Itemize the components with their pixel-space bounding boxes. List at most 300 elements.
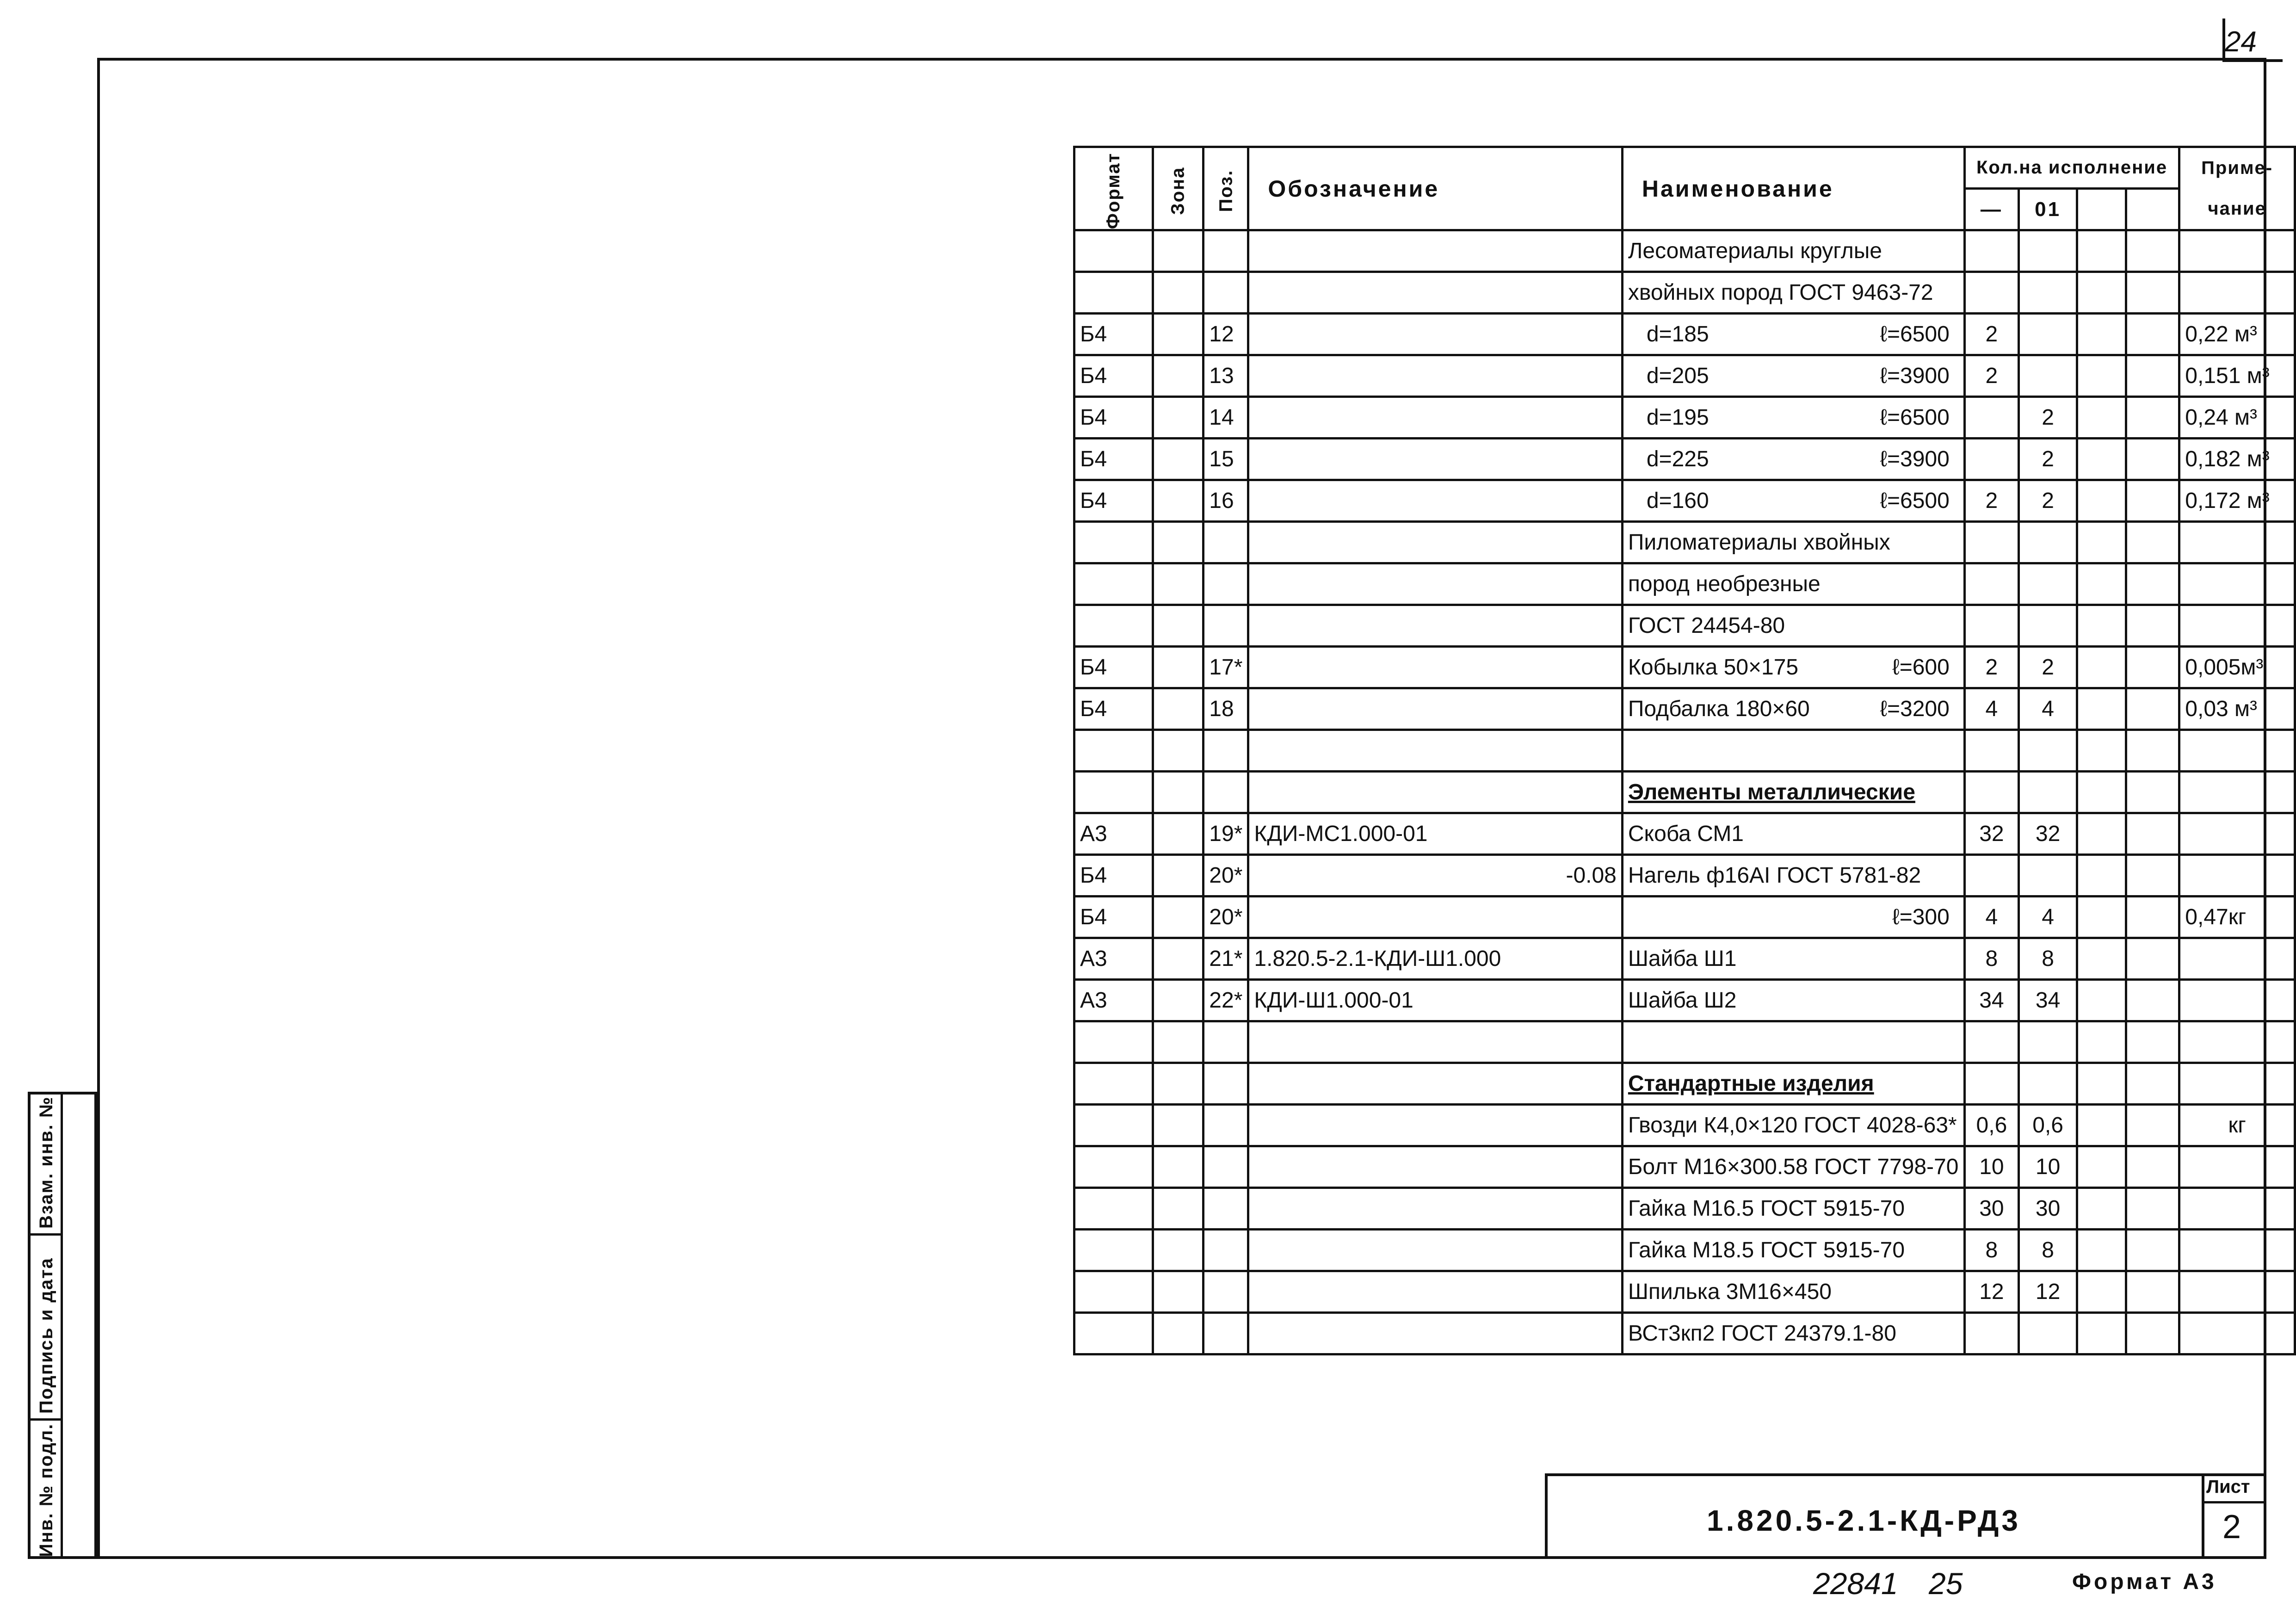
header-quantity: Кол.на исполнение <box>1964 147 2179 189</box>
cell-name <box>1622 272 1964 314</box>
cell-note <box>2179 855 2295 897</box>
cell-qty-01: 8 <box>2019 1230 2077 1271</box>
spec-row <box>1074 897 2295 938</box>
cell-note <box>2179 522 2295 563</box>
strip-divider <box>61 1095 63 1556</box>
cell-name <box>1622 980 1964 1021</box>
cell-position: 22* <box>1204 980 1248 1021</box>
cell-position <box>1204 1146 1248 1188</box>
cell-zone <box>1153 1188 1204 1230</box>
cell-qty-empty <box>2077 272 2126 314</box>
cell-qty-01 <box>2019 772 2077 813</box>
sheet-number: 2 <box>2222 1509 2241 1546</box>
cell-note <box>2179 1146 2295 1188</box>
cell-name-text: Скоба СМ1 <box>1628 822 1744 846</box>
cell-qty-empty <box>2126 1021 2179 1063</box>
cell-position <box>1204 1271 1248 1313</box>
spec-row <box>1074 522 2295 563</box>
cell-name-text: d=185 <box>1646 322 1709 346</box>
cell-note: 0,172 м³ <box>2179 480 2295 522</box>
spec-row <box>1074 1063 2295 1105</box>
cell-format <box>1074 1063 1153 1105</box>
cell-qty-base <box>1964 563 2018 605</box>
spec-row <box>1074 1021 2295 1063</box>
cell-name-length: ℓ=6500 <box>1880 322 1950 346</box>
spec-row <box>1074 605 2295 647</box>
spec-row <box>1074 688 2295 730</box>
cell-designation <box>1248 1313 1623 1354</box>
cell-zone <box>1153 980 1204 1021</box>
cell-qty-empty <box>2077 480 2126 522</box>
cell-qty-base: 2 <box>1964 314 2018 355</box>
cell-name-text: Шпилька 3М16×450 <box>1628 1280 1832 1304</box>
cell-name <box>1622 855 1964 897</box>
cell-qty-01: 0,6 <box>2019 1105 2077 1146</box>
cell-format <box>1074 605 1153 647</box>
cell-note <box>2179 1188 2295 1230</box>
cell-designation <box>1248 314 1623 355</box>
cell-designation <box>1248 272 1623 314</box>
cell-qty-empty <box>2077 855 2126 897</box>
cell-qty-01: 34 <box>2019 980 2077 1021</box>
cell-qty-empty <box>2126 439 2179 480</box>
cell-qty-empty <box>2126 730 2179 772</box>
cell-name <box>1622 1313 1964 1354</box>
cell-designation <box>1248 605 1623 647</box>
cell-format: Б4 <box>1074 688 1153 730</box>
cell-position <box>1204 563 1248 605</box>
cell-zone <box>1153 1105 1204 1146</box>
cell-name <box>1622 1188 1964 1230</box>
cell-zone <box>1153 855 1204 897</box>
cell-qty-01: 2 <box>2019 480 2077 522</box>
cell-name <box>1622 355 1964 397</box>
cell-zone <box>1153 1021 1204 1063</box>
cell-qty-empty <box>2126 563 2179 605</box>
cell-position <box>1204 230 1248 272</box>
cell-zone <box>1153 1271 1204 1313</box>
header-qty-col <box>2077 189 2126 230</box>
cell-name <box>1622 1271 1964 1313</box>
cell-position: 13 <box>1204 355 1248 397</box>
left-stamp-strip <box>28 1092 97 1559</box>
cell-position <box>1204 1313 1248 1354</box>
cell-position: 16 <box>1204 480 1248 522</box>
cell-qty-base: 32 <box>1964 813 2018 855</box>
cell-name-text: Кобылка 50×175 <box>1628 655 1799 680</box>
cell-qty-empty <box>2126 855 2179 897</box>
cell-note: 0,182 м³ <box>2179 439 2295 480</box>
cell-format: Б4 <box>1074 355 1153 397</box>
cell-qty-empty <box>2077 1313 2126 1354</box>
spec-row <box>1074 272 2295 314</box>
cell-qty-empty <box>2126 605 2179 647</box>
cell-position: 12 <box>1204 314 1248 355</box>
cell-qty-01: 30 <box>2019 1188 2077 1230</box>
cell-qty-empty <box>2077 563 2126 605</box>
cell-qty-01 <box>2019 563 2077 605</box>
cell-name-text: хвойных пород ГОСТ 9463-72 <box>1628 280 1933 305</box>
cell-qty-empty <box>2077 772 2126 813</box>
cell-qty-01: 4 <box>2019 897 2077 938</box>
cell-qty-empty <box>2126 1105 2179 1146</box>
cell-qty-base: 2 <box>1964 647 2018 688</box>
cell-name-text: Шайба Ш1 <box>1628 946 1737 971</box>
cell-name-text: ВСт3кп2 ГОСТ 24379.1-80 <box>1628 1321 1896 1346</box>
cell-format <box>1074 1230 1153 1271</box>
cell-qty-base <box>1964 1313 2018 1354</box>
cell-designation <box>1248 355 1623 397</box>
page-number: 25 <box>1929 1566 1963 1601</box>
cell-format <box>1074 1271 1153 1313</box>
cell-designation: -0.08 <box>1248 855 1623 897</box>
cell-name <box>1622 813 1964 855</box>
cell-designation: КДИ-Ш1.000-01 <box>1248 980 1623 1021</box>
cell-designation <box>1248 230 1623 272</box>
cell-position: 17* <box>1204 647 1248 688</box>
cell-qty-empty <box>2077 314 2126 355</box>
cell-name-text: Гайка М18.5 ГОСТ 5915-70 <box>1628 1238 1905 1262</box>
cell-name-text: Элементы металлические <box>1628 780 1915 804</box>
cell-qty-empty <box>2126 522 2179 563</box>
cell-zone <box>1153 230 1204 272</box>
cell-note <box>2179 980 2295 1021</box>
cell-qty-empty <box>2077 1063 2126 1105</box>
cell-qty-empty <box>2126 897 2179 938</box>
cell-qty-base <box>1964 439 2018 480</box>
cell-zone <box>1153 563 1204 605</box>
cell-format <box>1074 1146 1153 1188</box>
spec-row <box>1074 397 2295 439</box>
cell-name-text: Стандартные изделия <box>1628 1071 1874 1096</box>
cell-designation <box>1248 1271 1623 1313</box>
cell-qty-empty <box>2077 439 2126 480</box>
cell-name-text: Подбалка 180×60 <box>1628 697 1810 721</box>
cell-qty-empty <box>2126 355 2179 397</box>
cell-name-text: Пиломатериалы хвойных <box>1628 530 1890 555</box>
cell-qty-empty <box>2077 1146 2126 1188</box>
cell-qty-01 <box>2019 314 2077 355</box>
spec-row <box>1074 230 2295 272</box>
cell-designation <box>1248 1230 1623 1271</box>
cell-note: кг <box>2179 1105 2295 1146</box>
header-qty-col <box>2126 189 2179 230</box>
spec-row <box>1074 1230 2295 1271</box>
cell-note <box>2179 730 2295 772</box>
cell-name <box>1622 1021 1964 1063</box>
spec-row <box>1074 563 2295 605</box>
cell-zone <box>1153 897 1204 938</box>
cell-qty-01 <box>2019 605 2077 647</box>
cell-qty-01 <box>2019 855 2077 897</box>
cell-name-text: ГОСТ 24454-80 <box>1628 613 1785 638</box>
cell-zone <box>1153 397 1204 439</box>
cell-designation <box>1248 647 1623 688</box>
cell-qty-empty <box>2077 688 2126 730</box>
spec-row <box>1074 480 2295 522</box>
cell-qty-empty <box>2077 938 2126 980</box>
cell-qty-empty <box>2126 1313 2179 1354</box>
cell-qty-01 <box>2019 355 2077 397</box>
cell-note: 0,47кг <box>2179 897 2295 938</box>
cell-qty-empty <box>2077 1105 2126 1146</box>
cell-qty-base: 4 <box>1964 688 2018 730</box>
cell-name <box>1622 397 1964 439</box>
cell-qty-empty <box>2077 605 2126 647</box>
cell-designation <box>1248 1063 1623 1105</box>
cell-name-text: Болт М16×300.58 ГОСТ 7798-70 <box>1628 1155 1959 1179</box>
cell-qty-base <box>1964 1021 2018 1063</box>
cell-qty-empty <box>2126 397 2179 439</box>
cell-note <box>2179 230 2295 272</box>
cell-name-length: ℓ=3900 <box>1880 447 1950 471</box>
cell-zone <box>1153 605 1204 647</box>
sheet-label: Лист <box>2206 1477 2250 1497</box>
cell-name <box>1622 480 1964 522</box>
cell-name <box>1622 772 1964 813</box>
cell-qty-empty <box>2126 272 2179 314</box>
cell-note: 0,005м³ <box>2179 647 2295 688</box>
cell-qty-01: 4 <box>2019 688 2077 730</box>
cell-name-length: ℓ=600 <box>1892 655 1950 680</box>
cell-designation: КДИ-МС1.000-01 <box>1248 813 1623 855</box>
cell-name <box>1622 1105 1964 1146</box>
cell-format <box>1074 772 1153 813</box>
cell-format <box>1074 730 1153 772</box>
cell-qty-empty <box>2077 1188 2126 1230</box>
header-designation: Обозначение <box>1248 147 1623 230</box>
cell-note <box>2179 772 2295 813</box>
cell-position <box>1204 1021 1248 1063</box>
cell-qty-base <box>1964 605 2018 647</box>
cell-position <box>1204 272 1248 314</box>
cell-note <box>2179 813 2295 855</box>
header-note-1: Приме- <box>2179 147 2295 189</box>
cell-qty-base: 10 <box>1964 1146 2018 1188</box>
cell-designation <box>1248 1146 1623 1188</box>
cell-zone <box>1153 1230 1204 1271</box>
cell-position <box>1204 605 1248 647</box>
cell-position: 15 <box>1204 439 1248 480</box>
cell-format: Б4 <box>1074 480 1153 522</box>
spec-row <box>1074 355 2295 397</box>
cell-format: Б4 <box>1074 897 1153 938</box>
cell-zone <box>1153 938 1204 980</box>
cell-qty-base <box>1964 272 2018 314</box>
strip-label-replaced-inv: Взам. инв. № <box>36 1096 56 1229</box>
archive-number: 22841 <box>1813 1566 1898 1601</box>
strip-row-divider <box>31 1233 63 1236</box>
header-note-2: чание <box>2179 189 2295 230</box>
cell-designation <box>1248 522 1623 563</box>
cell-note <box>2179 1021 2295 1063</box>
cell-qty-empty <box>2126 1271 2179 1313</box>
cell-qty-01: 2 <box>2019 439 2077 480</box>
cell-position <box>1204 772 1248 813</box>
header-qty-col: — <box>1964 189 2018 230</box>
cell-qty-01: 2 <box>2019 397 2077 439</box>
cell-qty-empty <box>2126 1188 2179 1230</box>
strip-label-signature-date: Подпись и дата <box>36 1257 56 1414</box>
cell-name-length: ℓ=300 <box>1892 905 1950 929</box>
cell-format: Б4 <box>1074 397 1153 439</box>
cell-qty-base <box>1964 1063 2018 1105</box>
cell-name-text: d=160 <box>1646 489 1709 513</box>
cell-qty-empty <box>2077 522 2126 563</box>
cell-designation <box>1248 563 1623 605</box>
cell-qty-empty <box>2126 1063 2179 1105</box>
cell-position: 21* <box>1204 938 1248 980</box>
cell-qty-empty <box>2126 980 2179 1021</box>
cell-qty-empty <box>2077 813 2126 855</box>
cell-qty-empty <box>2077 730 2126 772</box>
cell-qty-base: 8 <box>1964 938 2018 980</box>
spec-row <box>1074 813 2295 855</box>
cell-position <box>1204 1230 1248 1271</box>
cell-position: 20* <box>1204 855 1248 897</box>
spec-row <box>1074 980 2295 1021</box>
cell-zone <box>1153 730 1204 772</box>
cell-note <box>2179 1271 2295 1313</box>
cell-format <box>1074 1021 1153 1063</box>
cell-zone <box>1153 813 1204 855</box>
cell-name <box>1622 605 1964 647</box>
cell-qty-empty <box>2126 688 2179 730</box>
spec-row <box>1074 1271 2295 1313</box>
header-qty-col: 01 <box>2019 189 2077 230</box>
cell-note <box>2179 1313 2295 1354</box>
spec-row <box>1074 314 2295 355</box>
cell-format: Б4 <box>1074 439 1153 480</box>
document-code: 1.820.5-2.1-КД-РД3 <box>1707 1504 2021 1537</box>
cell-designation: 1.820.5-2.1-КДИ-Ш1.000 <box>1248 938 1623 980</box>
cell-qty-empty <box>2077 397 2126 439</box>
cell-name <box>1622 647 1964 688</box>
cell-name-length: ℓ=6500 <box>1880 489 1950 513</box>
cell-qty-01: 8 <box>2019 938 2077 980</box>
cell-zone <box>1153 355 1204 397</box>
cell-name-text: Лесоматериалы круглые <box>1628 239 1882 263</box>
cell-zone <box>1153 272 1204 314</box>
top-number-underline <box>2222 59 2283 62</box>
cell-position: 18 <box>1204 688 1248 730</box>
cell-designation <box>1248 730 1623 772</box>
cell-zone <box>1153 522 1204 563</box>
cell-note <box>2179 272 2295 314</box>
cell-position <box>1204 522 1248 563</box>
cell-name-text: Нагель ф16АI ГОСТ 5781-82 <box>1628 863 1921 888</box>
header-zone: Зона <box>1153 147 1204 230</box>
cell-name-text: Шайба Ш2 <box>1628 988 1737 1013</box>
spec-row <box>1074 439 2295 480</box>
header-format: Формат <box>1074 147 1153 230</box>
cell-qty-empty <box>2126 480 2179 522</box>
cell-note: 0,22 м³ <box>2179 314 2295 355</box>
cell-qty-empty <box>2077 647 2126 688</box>
cell-format: А3 <box>1074 980 1153 1021</box>
sheet-box-divider <box>2202 1501 2266 1503</box>
cell-name <box>1622 1146 1964 1188</box>
cell-note: 0,24 м³ <box>2179 397 2295 439</box>
cell-qty-base: 4 <box>1964 897 2018 938</box>
cell-qty-empty <box>2126 647 2179 688</box>
cell-note <box>2179 938 2295 980</box>
spec-row <box>1074 647 2295 688</box>
cell-designation <box>1248 397 1623 439</box>
cell-zone <box>1153 1146 1204 1188</box>
cell-name <box>1622 230 1964 272</box>
cell-format: А3 <box>1074 938 1153 980</box>
cell-qty-base: 0,6 <box>1964 1105 2018 1146</box>
cell-note <box>2179 1230 2295 1271</box>
cell-name-length: ℓ=3200 <box>1880 697 1950 721</box>
spec-row <box>1074 1105 2295 1146</box>
cell-name-text: d=225 <box>1646 447 1709 471</box>
cell-qty-empty <box>2126 1230 2179 1271</box>
cell-position <box>1204 730 1248 772</box>
cell-zone <box>1153 1063 1204 1105</box>
specification-table <box>1073 146 2296 1355</box>
cell-position: 20* <box>1204 897 1248 938</box>
cell-qty-01 <box>2019 272 2077 314</box>
cell-qty-empty <box>2126 230 2179 272</box>
cell-qty-empty <box>2126 813 2179 855</box>
cell-qty-empty <box>2077 980 2126 1021</box>
cell-qty-01: 12 <box>2019 1271 2077 1313</box>
cell-qty-base: 8 <box>1964 1230 2018 1271</box>
cell-name-text: Гвозди К4,0×120 ГОСТ 4028-63* <box>1628 1113 1957 1138</box>
spec-row <box>1074 855 2295 897</box>
cell-designation <box>1248 897 1623 938</box>
spec-row <box>1074 1146 2295 1188</box>
cell-qty-base: 2 <box>1964 355 2018 397</box>
cell-name-length: ℓ=6500 <box>1880 405 1950 430</box>
strip-row-divider <box>31 1418 63 1421</box>
cell-qty-empty <box>2126 938 2179 980</box>
header-name: Наименование <box>1622 147 1964 230</box>
cell-designation <box>1248 688 1623 730</box>
cell-name <box>1622 1063 1964 1105</box>
cell-qty-empty <box>2077 355 2126 397</box>
cell-qty-01 <box>2019 730 2077 772</box>
cell-qty-base <box>1964 772 2018 813</box>
cell-name <box>1622 1230 1964 1271</box>
cell-zone <box>1153 1313 1204 1354</box>
cell-qty-empty <box>2077 1271 2126 1313</box>
cell-qty-01 <box>2019 522 2077 563</box>
cell-qty-01 <box>2019 230 2077 272</box>
cell-format: Б4 <box>1074 855 1153 897</box>
cell-zone <box>1153 439 1204 480</box>
cell-note <box>2179 1063 2295 1105</box>
cell-designation <box>1248 480 1623 522</box>
cell-qty-base <box>1964 230 2018 272</box>
cell-format: Б4 <box>1074 314 1153 355</box>
cell-format: А3 <box>1074 813 1153 855</box>
cell-name <box>1622 688 1964 730</box>
cell-format <box>1074 563 1153 605</box>
cell-format <box>1074 230 1153 272</box>
cell-designation <box>1248 772 1623 813</box>
spec-row <box>1074 772 2295 813</box>
cell-qty-empty <box>2126 772 2179 813</box>
cell-qty-base <box>1964 730 2018 772</box>
cell-qty-base: 12 <box>1964 1271 2018 1313</box>
cell-qty-base <box>1964 522 2018 563</box>
cell-name-text: d=205 <box>1646 364 1709 388</box>
cell-qty-empty <box>2077 230 2126 272</box>
cell-note: 0,151 м³ <box>2179 355 2295 397</box>
